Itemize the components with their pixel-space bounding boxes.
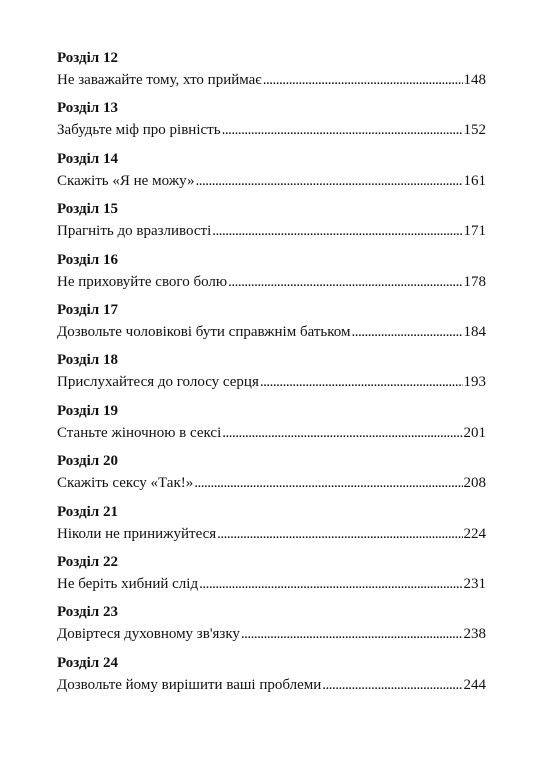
chapter-title: Довіртеся духовному зв'язку — [57, 626, 240, 643]
toc-entry — [57, 251, 486, 301]
dot-leader — [322, 676, 462, 694]
page-number: 238 — [463, 626, 486, 643]
toc-entry — [57, 553, 486, 603]
page-number: 224 — [463, 525, 486, 542]
toc-line — [57, 474, 486, 492]
chapter-title: Не беріть хибний слід — [57, 575, 199, 592]
chapter-title: Дозвольте йому вирішити ваші проблеми — [57, 676, 322, 693]
toc-entry — [57, 99, 486, 149]
toc-line — [57, 222, 486, 240]
page-number: 201 — [463, 424, 486, 441]
toc-line — [57, 424, 486, 442]
chapter-heading: Розділ 21 — [57, 503, 118, 520]
toc-entry — [57, 402, 486, 452]
chapter-heading: Розділ 20 — [57, 453, 118, 470]
chapter-heading: Розділ 16 — [57, 251, 118, 268]
toc-line — [57, 525, 486, 543]
page-number: 231 — [463, 575, 486, 592]
toc-line — [57, 172, 486, 190]
dot-leader — [195, 172, 462, 190]
chapter-title: Прагніть до вразливості — [57, 223, 212, 240]
dot-leader — [351, 323, 462, 341]
toc-entry — [57, 200, 486, 250]
dot-leader — [194, 474, 462, 492]
toc-entry — [57, 654, 486, 704]
chapter-heading: Розділ 15 — [57, 201, 118, 218]
dot-leader — [228, 273, 462, 291]
chapter-heading: Розділ 22 — [57, 553, 118, 570]
page-number: 148 — [463, 72, 486, 88]
chapter-title: Скажіть сексу «Так!» — [57, 475, 194, 492]
toc-line — [57, 273, 486, 291]
chapter-title: Дозвольте чоловікові бути справжнім батьком — [57, 323, 351, 340]
table-of-contents — [57, 49, 486, 704]
toc-entry — [57, 351, 486, 401]
chapter-title: Ніколи не принижуйтеся — [57, 525, 217, 542]
toc-entry — [57, 503, 486, 553]
page-number: 152 — [463, 122, 486, 139]
chapter-title: Станьте жіночною в сексі — [57, 424, 222, 441]
toc-line — [57, 676, 486, 694]
chapter-heading: Розділ 19 — [57, 402, 118, 419]
toc-line — [57, 625, 486, 643]
dot-leader — [217, 525, 462, 543]
page-number: 208 — [463, 475, 486, 492]
toc-entry — [57, 452, 486, 502]
dot-leader — [263, 71, 463, 89]
chapter-title: Не заважайте тому, хто приймає — [57, 72, 262, 88]
toc-entry — [57, 49, 486, 99]
page-number: 184 — [463, 323, 486, 340]
toc-entry — [57, 150, 486, 200]
chapter-title: Забудьте міф про рівність — [57, 122, 221, 139]
dot-leader — [222, 424, 462, 442]
chapter-title: Не приховуйте свого болю — [57, 273, 228, 290]
toc-entry — [57, 603, 486, 653]
chapter-heading: Розділ 18 — [57, 352, 118, 369]
chapter-heading: Розділ 23 — [57, 604, 118, 621]
chapter-heading: Розділ 12 — [57, 50, 118, 66]
page-number: 244 — [463, 676, 486, 693]
chapter-heading: Розділ 17 — [57, 301, 118, 318]
toc-line — [57, 373, 486, 391]
page-number: 171 — [463, 223, 486, 240]
toc-line — [57, 71, 486, 89]
toc-line — [57, 121, 486, 139]
page-number: 178 — [463, 273, 486, 290]
dot-leader — [222, 121, 463, 139]
dot-leader — [212, 222, 462, 240]
toc-entry — [57, 301, 486, 351]
dot-leader — [241, 625, 463, 643]
chapter-heading: Розділ 24 — [57, 654, 118, 671]
chapter-heading: Розділ 13 — [57, 100, 118, 117]
dot-leader — [260, 373, 463, 391]
toc-line — [57, 323, 486, 341]
chapter-heading: Розділ 14 — [57, 150, 118, 167]
chapter-title: Прислухайтеся до голосу серця — [57, 374, 259, 391]
dot-leader — [199, 575, 462, 593]
toc-line — [57, 575, 486, 593]
chapter-title: Скажіть «Я не можу» — [57, 172, 195, 189]
page-number: 161 — [463, 172, 486, 189]
page-number: 193 — [463, 374, 486, 391]
